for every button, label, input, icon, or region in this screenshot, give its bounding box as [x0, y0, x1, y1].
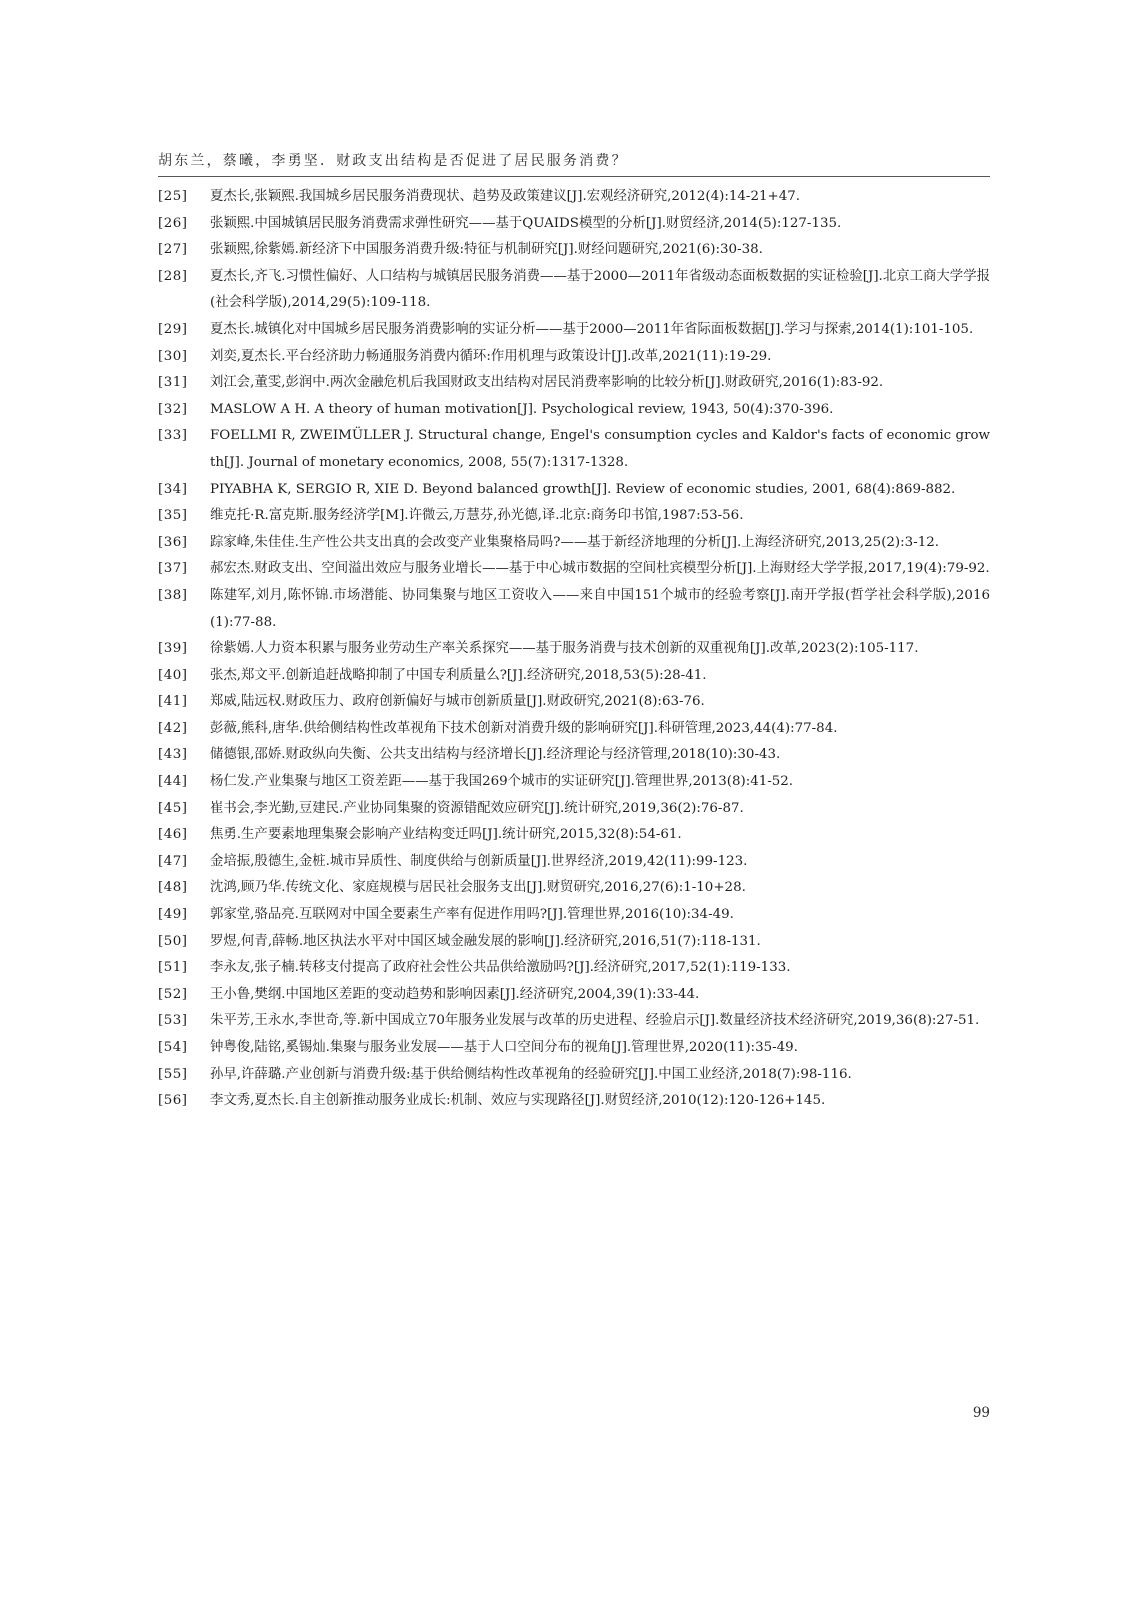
reference-item — [158, 875, 990, 902]
reference-item — [158, 955, 990, 982]
reference-text: 彭薇,熊科,唐华.供给侧结构性改革视角下技术创新对消费升级的影响研究[J].科研管理,2023,44(4):77-84. — [210, 720, 838, 736]
reference-item — [158, 344, 990, 371]
reference-text: 陈建军,刘月,陈怀锦.市场潜能、协同集聚与地区工资收入——来自中国151个城市的经验考察[J].南开学报(哲学社会科学版),2016(1):77-88. — [210, 587, 990, 630]
reference-item — [158, 530, 990, 557]
reference-item — [158, 264, 990, 317]
reference-text: 郑威,陆远权.财政压力、政府创新偏好与城市创新质量[J].财政研究,2021(8):63-76. — [210, 694, 705, 710]
reference-text: 夏杰长,齐飞.习惯性偏好、人口结构与城镇居民服务消费——基于2000—2011年省级动态面板数据的实证检验[J].北京工商大学学报(社会科学版),2014,29(5):109-118. — [210, 268, 990, 311]
reference-number: [25] — [158, 189, 188, 204]
reference-number: [28] — [158, 268, 188, 284]
reference-number: [50] — [158, 933, 188, 949]
reference-number: [54] — [158, 1040, 188, 1055]
reference-number: [39] — [158, 641, 188, 657]
reference-text: 维克托·R.富克斯.服务经济学[M].许微云,万慧芬,孙光德,译.北京:商务印书馆,1987:53-56. — [210, 508, 744, 524]
reference-text: 沈鸿,顾乃华.传统文化、家庭规模与居民社会服务支出[J].财贸研究,2016,27(6):1-10+28. — [210, 880, 746, 896]
reference-item — [158, 211, 990, 238]
reference-number: [52] — [158, 986, 188, 1002]
reference-item — [158, 477, 990, 504]
reference-item — [158, 769, 990, 796]
reference-text: 郝宏杰.财政支出、空间溢出效应与服务业增长——基于中心城市数据的空间杜宾模型分析[J].上海财经大学学报,2017,19(4):79-92. — [210, 561, 990, 577]
reference-text: 张杰,郑文平.创新追赶战略抑制了中国专利质量么?[J].经济研究,2018,53(5):28-41. — [210, 667, 707, 683]
reference-text: 徐紫嫣.人力资本积累与服务业劳动生产率关系探究——基于服务消费与技术创新的双重视角[J].改革,2023(2):105-117. — [210, 641, 919, 657]
reference-text: 李永友,张子楠.转移支付提高了政府社会性公共品供给激励吗?[J].经济研究,2017,52(1):119-133. — [210, 960, 791, 976]
reference-item — [158, 796, 990, 823]
reference-text: FOELLMI R, ZWEIMÜLLER J. Structural change, Engel's consumption cycles and Kaldor's facts of economic growth[J]. Journal of monetary economics, 2008, 55(7):1317-1328. — [210, 428, 990, 470]
reference-item — [158, 503, 990, 530]
reference-text: 杨仁发.产业集聚与地区工资差距——基于我国269个城市的实证研究[J].管理世界,2013(8):41-52. — [210, 774, 794, 790]
reference-text: 储德银,邵娇.财政纵向失衡、公共支出结构与经济增长[J].经济理论与经济管理,2018(10):30-43. — [210, 747, 781, 763]
reference-text: PIYABHA K, SERGIO R, XIE D. Beyond balanced growth[J]. Review of economic studies, 2001, 68(4):869-882. — [210, 481, 956, 497]
reference-number: [53] — [158, 1013, 188, 1029]
reference-item — [158, 663, 990, 690]
reference-item — [158, 1062, 990, 1089]
reference-item — [158, 423, 990, 476]
reference-number: [35] — [158, 508, 188, 524]
reference-number: [46] — [158, 827, 188, 843]
reference-item — [158, 317, 990, 344]
reference-text: 崔书会,李光勤,豆建民.产业协同集聚的资源错配效应研究[J].统计研究,2019,36(2):76-87. — [210, 800, 744, 816]
reference-item — [158, 742, 990, 769]
reference-text: 王小鲁,樊纲.中国地区差距的变动趋势和影响因素[J].经济研究,2004,39(1):33-44. — [210, 986, 700, 1002]
reference-number: [29] — [158, 321, 188, 337]
reference-number: [33] — [158, 428, 188, 444]
reference-text: 夏杰长.城镇化对中国城乡居民服务消费影响的实证分析——基于2000—2011年省际面板数据[J].学习与探索,2014(1):101-105. — [210, 321, 974, 337]
reference-item — [158, 1035, 990, 1062]
reference-number: [31] — [158, 375, 188, 391]
reference-number: [47] — [158, 853, 188, 869]
reference-number: [41] — [158, 694, 188, 710]
reference-text: 金培振,殷德生,金桩.城市异质性、制度供给与创新质量[J].世界经济,2019,42(11):99-123. — [210, 853, 748, 869]
running-title: 胡东兰，蔡曦，李勇坚．财政支出结构是否促进了居民服务消费？ — [158, 153, 628, 169]
reference-number: [38] — [158, 587, 188, 603]
reference-text: MASLOW A H. A theory of human motivation[J]. Psychological review, 1943, 50(4):370-396. — [210, 401, 834, 417]
reference-text: 踪家峰,朱佳佳.生产性公共支出真的会改变产业集聚格局吗?——基于新经济地理的分析[J].上海经济研究,2013,25(2):3-12. — [210, 534, 940, 550]
reference-number: [43] — [158, 747, 188, 763]
reference-item — [158, 1088, 990, 1115]
reference-text: 李文秀,夏杰长.自主创新推动服务业成长:机制、效应与实现路径[J].财贸经济,2010(12):120-126+145. — [210, 1093, 826, 1109]
reference-item — [158, 237, 990, 264]
reference-item — [158, 982, 990, 1009]
reference-text: 罗煜,何青,薛畅.地区执法水平对中国区域金融发展的影响[J].经济研究,2016,51(7):118-131. — [210, 933, 761, 949]
reference-number: [30] — [158, 348, 188, 364]
reference-number: [49] — [158, 907, 188, 923]
reference-text: 朱平芳,王永水,李世奇,等.新中国成立70年服务业发展与改革的历史进程、经验启示[J].数量经济技术经济研究,2019,36(8):27-51. — [210, 1013, 980, 1029]
reference-number: [27] — [158, 242, 188, 258]
page-number: 99 — [972, 1405, 990, 1421]
reference-item — [158, 184, 990, 211]
header-rule — [158, 176, 990, 177]
reference-text: 刘奕,夏杰长.平台经济助力畅通服务消费内循环:作用机理与政策设计[J].改革,2021(11):19-29. — [210, 348, 772, 364]
reference-text: 焦勇.生产要素地理集聚会影响产业结构变迁吗[J].统计研究,2015,32(8):54-61. — [210, 827, 682, 843]
reference-text: 孙早,许薛璐.产业创新与消费升级:基于供给侧结构性改革视角的经验研究[J].中国工业经济,2018(7):98-116. — [210, 1066, 852, 1082]
reference-item — [158, 849, 990, 876]
reference-item — [158, 583, 990, 636]
reference-number: [55] — [158, 1066, 188, 1082]
reference-text: 刘江会,董雯,彭润中.两次金融危机后我国财政支出结构对居民消费率影响的比较分析[J].财政研究,2016(1):83-92. — [210, 375, 884, 391]
reference-number: [44] — [158, 774, 188, 790]
reference-item — [158, 716, 990, 743]
reference-item — [158, 902, 990, 929]
reference-number: [34] — [158, 481, 188, 497]
reference-item — [158, 689, 990, 716]
reference-number: [51] — [158, 960, 188, 976]
reference-item — [158, 1008, 990, 1035]
reference-item — [158, 556, 990, 583]
reference-item — [158, 929, 990, 956]
reference-item — [158, 822, 990, 849]
reference-item — [158, 370, 990, 397]
reference-number: [42] — [158, 720, 188, 736]
reference-text: 钟粤俊,陆铭,奚锡灿.集聚与服务业发展——基于人口空间分布的视角[J].管理世界,2020(11):35-49. — [210, 1040, 798, 1055]
reference-number: [40] — [158, 667, 188, 683]
reference-list — [158, 184, 990, 1115]
reference-number: [36] — [158, 534, 188, 550]
reference-item — [158, 636, 990, 663]
reference-number: [32] — [158, 401, 188, 417]
reference-number: [45] — [158, 800, 188, 816]
reference-item — [158, 397, 990, 424]
reference-number: [56] — [158, 1093, 188, 1109]
reference-text: 张颖熙,徐紫嫣.新经济下中国服务消费升级:特征与机制研究[J].财经问题研究,2021(6):30-38. — [210, 242, 763, 258]
reference-text: 郭家堂,骆品亮.互联网对中国全要素生产率有促进作用吗?[J].管理世界,2016(10):34-49. — [210, 907, 734, 923]
reference-number: [48] — [158, 880, 188, 896]
reference-text: 张颖熙.中国城镇居民服务消费需求弹性研究——基于QUAIDS模型的分析[J].财贸经济,2014(5):127-135. — [210, 215, 842, 231]
reference-text: 夏杰长,张颖熙.我国城乡居民服务消费现状、趋势及政策建议[J].宏观经济研究,2012(4):14-21+47. — [210, 189, 801, 204]
reference-number: [37] — [158, 561, 188, 577]
reference-number: [26] — [158, 215, 188, 231]
